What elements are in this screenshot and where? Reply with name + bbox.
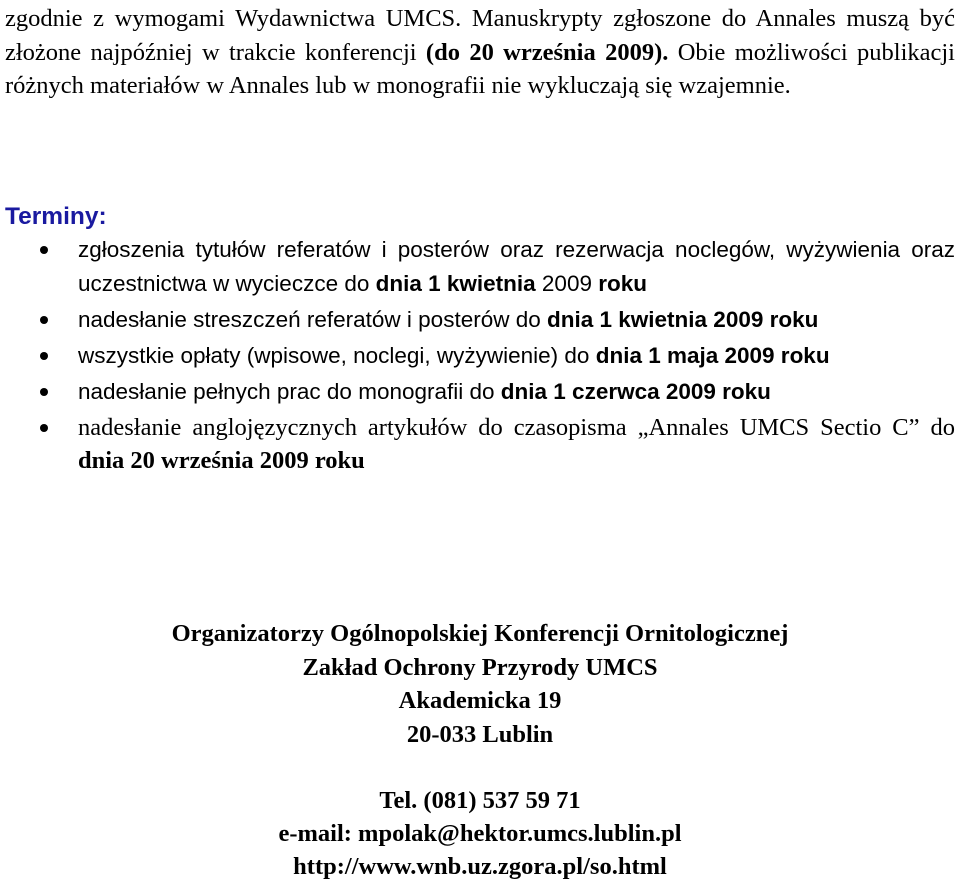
terms-heading: Terminy: xyxy=(5,203,107,230)
organizers-title: Organizatorzy Ogólnopolskiej Konferencji Ornitologicznej xyxy=(171,620,789,647)
list-item xyxy=(0,303,955,337)
organizers-street: Akademicka 19 xyxy=(398,687,562,714)
terms-list xyxy=(0,233,955,480)
bullet-icon xyxy=(40,316,48,324)
organizers-block xyxy=(0,617,960,751)
organizers-department: Zakład Ochrony Przyrody UMCS xyxy=(302,653,658,681)
organizers-city: 20-033 Lublin xyxy=(406,720,554,748)
term-deadline: dnia 1 maja 2009 roku xyxy=(595,342,830,368)
contact-url-link[interactable]: http://www.wnb.uz.zgora.pl/so.html xyxy=(293,853,667,880)
intro-paragraph xyxy=(5,2,955,103)
list-item xyxy=(0,233,955,300)
contact-email: e-mail: mpolak@hektor.umcs.lublin.pl xyxy=(278,820,682,847)
term-text: nadesłanie pełnych prac do monografii do xyxy=(78,378,501,404)
intro-text-1: zgodnie z wymogami Wydawnictwa UMCS. Manuskrypty zgłoszone do Annales muszą być złożone najpóźniej w trakcie konferencji xyxy=(5,5,955,66)
term-tail: 2009 xyxy=(535,270,599,296)
bullet-icon xyxy=(40,388,48,396)
contact-phone: Tel. (081) 537 59 71 xyxy=(379,787,581,814)
list-item xyxy=(0,411,955,478)
term-text: wszystkie opłaty (wpisowe, noclegi, wyżywienie) do xyxy=(78,342,596,368)
term-deadline: dnia 20 września 2009 roku xyxy=(78,447,365,474)
contact-block xyxy=(0,784,960,883)
list-item xyxy=(0,375,955,409)
term-deadline: dnia 1 kwietnia xyxy=(375,270,536,296)
bullet-icon xyxy=(40,246,48,254)
term-text: nadesłanie streszczeń referatów i posterów do xyxy=(78,306,547,332)
term-text: nadesłanie anglojęzycznych artykułów do czasopisma „Annales UMCS Sectio C” do xyxy=(78,413,955,441)
bullet-icon xyxy=(40,352,48,360)
intro-text-2: Obie możliwości publikacji różnych materiałów w Annales lub w monografii nie wykluczają się wzajemnie. xyxy=(5,38,955,99)
term-tail-bold: roku xyxy=(598,270,647,296)
term-deadline: dnia 1 kwietnia 2009 roku xyxy=(547,306,819,332)
term-text: zgłoszenia tytułów referatów i posterów oraz rezerwacja noclegów, wyżywienia oraz uczestnictwa w wycieczce do xyxy=(78,237,955,296)
intro-deadline: (do 20 września 2009). xyxy=(425,38,669,66)
bullet-icon xyxy=(40,424,48,432)
term-deadline: dnia 1 czerwca 2009 roku xyxy=(500,378,771,404)
list-item xyxy=(0,339,955,373)
